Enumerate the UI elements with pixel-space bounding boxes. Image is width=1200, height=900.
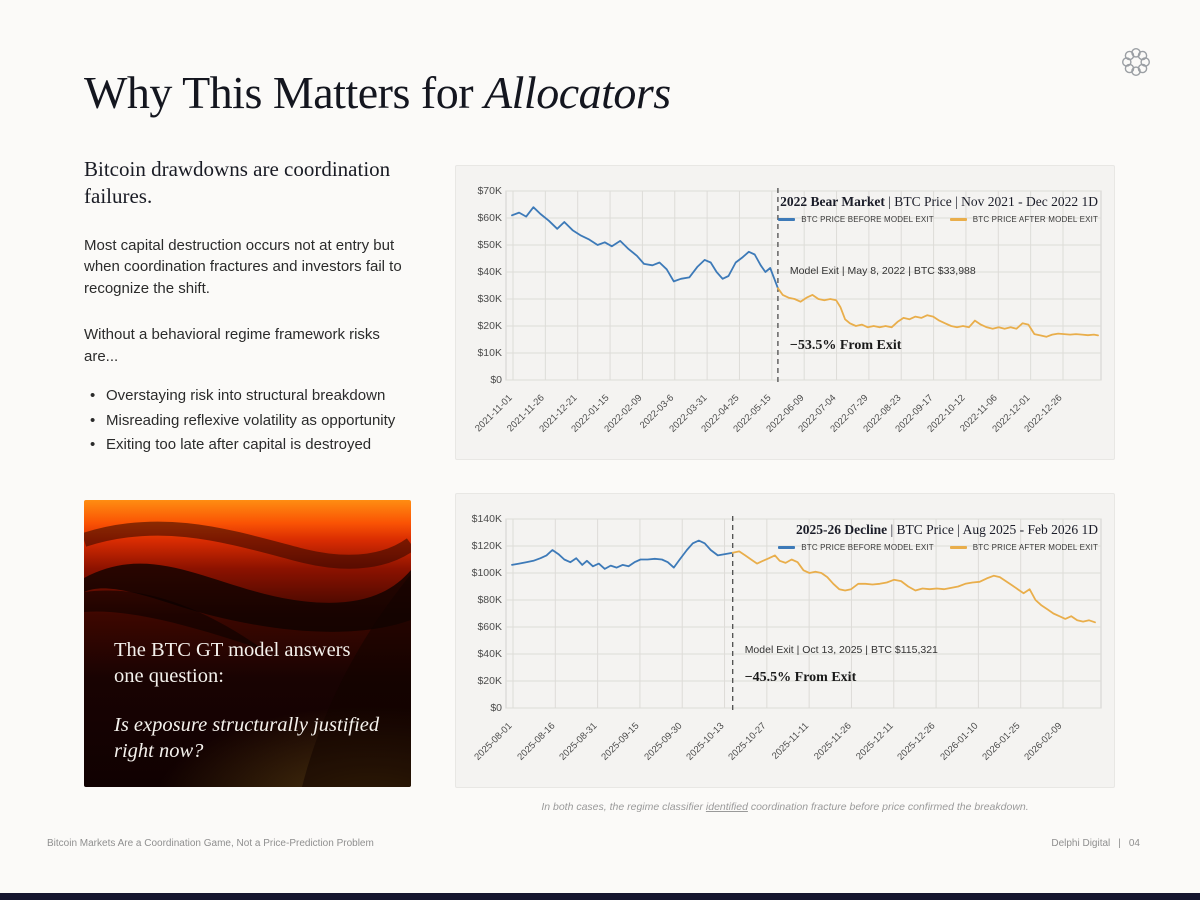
bullet-item: • Overstaying risk into structural breakdown bbox=[84, 385, 416, 406]
y-tick-label: $60K bbox=[477, 621, 502, 633]
chart-legend bbox=[778, 543, 1098, 552]
x-tick-label: 2022-12-01 bbox=[990, 392, 1033, 435]
x-tick-label: 2022-09-17 bbox=[893, 392, 936, 435]
x-tick-label: 2022-08-23 bbox=[860, 392, 904, 435]
x-tick-label: 2022-07-29 bbox=[828, 392, 871, 435]
legend-swatch-after bbox=[950, 218, 967, 220]
chart-legend bbox=[778, 215, 1098, 224]
x-tick-label: 2025-11-11 bbox=[769, 720, 812, 762]
y-tick-label: $10K bbox=[477, 347, 502, 359]
series-after-line bbox=[778, 288, 1098, 337]
legend-item-before bbox=[778, 543, 934, 552]
chart-title-rest: | BTC Price | Nov 2021 - Dec 2022 1D bbox=[884, 194, 1098, 209]
model-exit-annotation: Model Exit | Oct 13, 2025 | BTC $115,321 bbox=[744, 644, 938, 657]
footer-title: Bitcoin Markets Are a Coordination Game, Not a Price-Prediction Problem bbox=[47, 838, 374, 849]
legend-swatch-before bbox=[778, 546, 795, 548]
chart-title bbox=[780, 194, 1098, 210]
x-tick-label: 2025-10-13 bbox=[684, 720, 727, 763]
model-exit-annotation: Model Exit | May 8, 2022 | BTC $33,988 bbox=[789, 265, 976, 278]
bullet-list bbox=[84, 385, 416, 455]
x-tick-label: 2021-12-21 bbox=[537, 392, 580, 435]
section-heading: Bitcoin drawdowns are coordination failures. bbox=[84, 157, 391, 209]
chart-title-bold: 2022 Bear Market bbox=[780, 194, 885, 209]
y-tick-label: $60K bbox=[477, 212, 502, 224]
x-tick-label: 2022-01-15 bbox=[569, 392, 612, 435]
chart-2025-26-decline bbox=[455, 493, 1115, 788]
x-tick-label: 2025-11-26 bbox=[811, 720, 854, 763]
x-tick-label: 2025-12-11 bbox=[854, 720, 896, 763]
chart-2022-bear-market bbox=[455, 165, 1115, 460]
x-tick-label: 2022-03-31 bbox=[666, 392, 709, 435]
x-tick-label: 2022-12-26 bbox=[1022, 392, 1065, 435]
footer-brand: Delphi Digital bbox=[1051, 838, 1111, 849]
drawdown-annotation: −45.5% From Exit bbox=[744, 669, 857, 685]
legend-label: BTC PRICE BEFORE MODEL EXIT bbox=[801, 215, 934, 224]
series-after-line bbox=[733, 551, 1095, 622]
y-tick-label: $80K bbox=[477, 594, 502, 606]
x-tick-label: 2026-02-09 bbox=[1022, 720, 1065, 763]
footer-page-number: 04 bbox=[1128, 838, 1140, 849]
x-tick-label: 2026-01-10 bbox=[938, 720, 981, 763]
caption-underlined-word: identified bbox=[705, 801, 748, 813]
caption-post: coordination fracture before price confirmed the breakdown. bbox=[747, 801, 1029, 813]
bullet-item: • Misreading reflexive volatility as opportunity bbox=[84, 410, 416, 431]
page-title bbox=[84, 68, 671, 119]
x-tick-label: 2025-09-15 bbox=[599, 720, 642, 763]
paragraph-1: Most capital destruction occurs not at entry but when coordination fractures and investors fail to recognize the shift. bbox=[84, 236, 402, 298]
y-tick-label: $70K bbox=[477, 185, 502, 197]
bullet-item: • Exiting too late after capital is destroyed bbox=[84, 434, 416, 455]
y-tick-label: $20K bbox=[477, 320, 502, 332]
legend-item-after bbox=[950, 543, 1098, 552]
legend-label: BTC PRICE BEFORE MODEL EXIT bbox=[801, 543, 934, 552]
card-statement: The BTC GT model answers one question: bbox=[114, 639, 351, 688]
btc-gt-model-card bbox=[84, 500, 411, 787]
delphi-logo-icon bbox=[1120, 46, 1152, 78]
caption-pre: In both cases, the regime classifier bbox=[541, 801, 706, 813]
legend-item-after bbox=[950, 215, 1098, 224]
paragraph-2: Without a behavioral regime framework risks are... bbox=[84, 325, 380, 365]
drawdown-annotation: −53.5% From Exit bbox=[789, 337, 902, 353]
y-tick-label: $0 bbox=[490, 374, 502, 386]
y-tick-label: $50K bbox=[477, 239, 502, 251]
card-question: Is exposure structurally justified right now? bbox=[114, 714, 380, 763]
x-tick-label: 2022-05-15 bbox=[731, 392, 774, 435]
x-tick-label: 2022-07-04 bbox=[796, 392, 839, 435]
x-tick-label: 2025-08-01 bbox=[472, 720, 515, 763]
page-title-regular: Why This Matters for bbox=[84, 67, 485, 118]
y-tick-label: $20K bbox=[477, 675, 502, 687]
x-tick-label: 2025-08-31 bbox=[557, 720, 600, 763]
x-tick-label: 2022-02-09 bbox=[602, 392, 645, 435]
y-tick-label: $100K bbox=[471, 567, 502, 579]
series-before-line bbox=[512, 541, 733, 569]
chart-title-rest: | BTC Price | Aug 2025 - Feb 2026 1D bbox=[887, 522, 1098, 537]
y-tick-label: $140K bbox=[471, 513, 502, 525]
x-tick-label: 2022-10-12 bbox=[925, 392, 968, 435]
legend-label: BTC PRICE AFTER MODEL EXIT bbox=[972, 215, 1098, 224]
y-tick-label: $0 bbox=[490, 702, 502, 714]
x-tick-label: 2022-11-06 bbox=[958, 392, 1001, 435]
page-title-italic: Allocators bbox=[484, 67, 671, 118]
x-tick-label: 2026-01-25 bbox=[980, 720, 1023, 763]
x-tick-label: 2025-12-26 bbox=[895, 720, 938, 763]
x-tick-label: 2021-11-01 bbox=[473, 392, 515, 435]
left-column bbox=[84, 156, 416, 458]
footer-divider: | bbox=[1118, 838, 1121, 849]
x-tick-label: 2025-10-27 bbox=[726, 720, 769, 763]
chart-title bbox=[796, 522, 1098, 538]
x-tick-label: 2022-04-25 bbox=[699, 392, 742, 435]
x-tick-label: 2022-03-6 bbox=[638, 392, 677, 432]
y-tick-label: $40K bbox=[477, 266, 502, 278]
legend-swatch-before bbox=[778, 218, 795, 220]
legend-swatch-after bbox=[950, 546, 967, 548]
charts-caption bbox=[455, 801, 1115, 813]
bottom-accent-bar bbox=[0, 893, 1200, 900]
x-tick-label: 2025-08-16 bbox=[515, 720, 558, 763]
chart-title-bold: 2025-26 Decline bbox=[795, 522, 888, 537]
x-tick-label: 2025-09-30 bbox=[641, 720, 685, 763]
legend-item-before bbox=[778, 215, 934, 224]
legend-label: BTC PRICE AFTER MODEL EXIT bbox=[972, 543, 1098, 552]
y-tick-label: $40K bbox=[477, 648, 502, 660]
series-before-line bbox=[512, 207, 778, 288]
footer-brand-page bbox=[1051, 838, 1140, 849]
x-tick-label: 2022-06-09 bbox=[763, 392, 807, 435]
x-tick-label: 2021-11-26 bbox=[505, 392, 548, 435]
y-tick-label: $30K bbox=[477, 293, 502, 305]
y-tick-label: $120K bbox=[471, 540, 502, 552]
